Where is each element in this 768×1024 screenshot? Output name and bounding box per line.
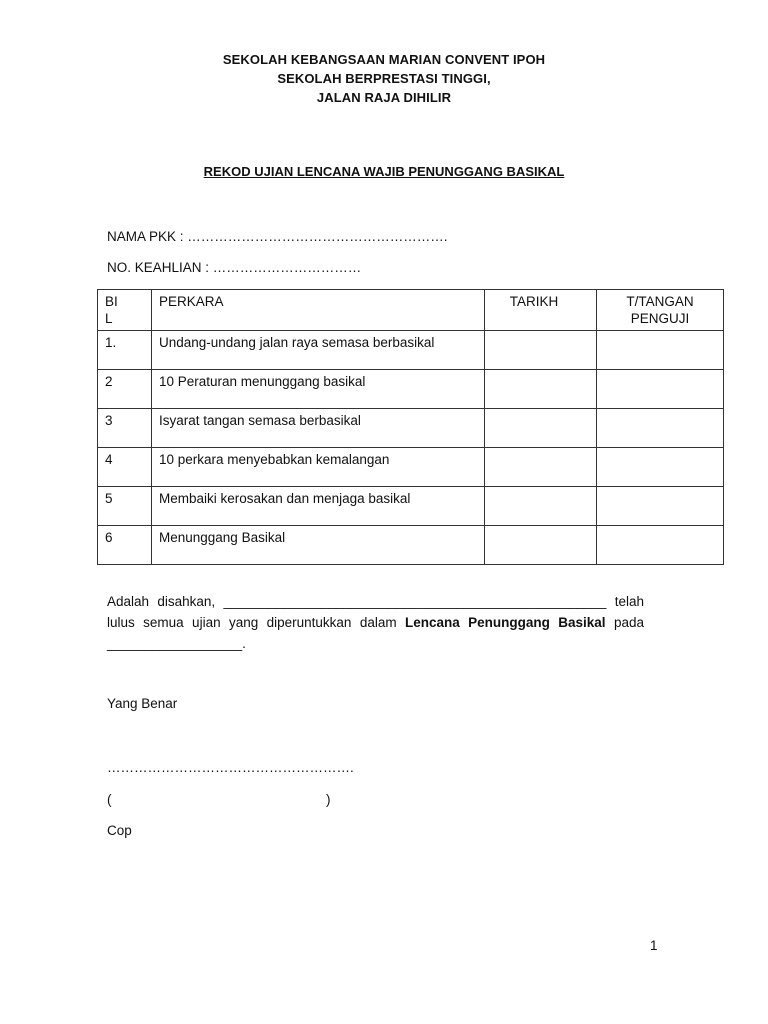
table-row [98,487,724,526]
cell-perkara: 10 Peraturan menunggang basikal [152,370,485,409]
header-tandatangan-penguji: T/TANGAN PENGUJI [597,290,724,331]
table-row [98,331,724,370]
certification-text-2: pada __________________. [107,615,644,651]
table-row [98,526,724,565]
header-tarikh: TARIKH [485,290,597,331]
table-row [98,448,724,487]
cell-tandatangan [597,448,724,487]
badge-name: Lencana Penunggang Basikal [404,615,606,630]
cell-bil: 1. [98,331,152,370]
signature-line: ………………………………………………. [107,760,354,775]
cell-tandatangan [597,487,724,526]
school-name: SEKOLAH KEBANGSAAN MARIAN CONVENT IPOH [222,52,546,67]
page-number: 1 [650,938,658,953]
cell-bil: 5 [98,487,152,526]
cell-bil: 3 [98,409,152,448]
cell-bil: 6 [98,526,152,565]
name-paren-open: ( [107,792,112,807]
cell-tarikh [485,448,597,487]
nama-pkk-field: NAMA PKK : …………………………………………………. [107,229,448,244]
table-row [98,370,724,409]
cell-tandatangan [597,526,724,565]
yang-benar-label: Yang Benar [107,696,178,711]
name-paren-close: ) [326,792,331,807]
header-perkara: PERKARA [152,290,485,331]
test-record-table [97,289,724,565]
school-address: JALAN RAJA DIHILIR [316,90,452,105]
cell-perkara: 10 perkara menyebabkan kemalangan [152,448,485,487]
header-bil: BI L [98,290,152,331]
cell-bil: 4 [98,448,152,487]
cell-perkara: Undang-undang jalan raya semasa berbasikal [152,331,485,370]
cell-tarikh [485,526,597,565]
cell-tarikh [485,370,597,409]
cell-tandatangan [597,370,724,409]
certification-statement [107,591,644,654]
no-keahlian-field: NO. KEAHLIAN : …………………………… [107,260,362,275]
document-title: REKOD UJIAN LENCANA WAJIB PENUNGGANG BASIKAL [203,164,565,179]
cell-tarikh [485,409,597,448]
table-header-row [98,290,724,331]
cell-tandatangan [597,409,724,448]
cell-perkara: Menunggang Basikal [152,526,485,565]
school-header [0,50,768,107]
cell-perkara: Isyarat tangan semasa berbasikal [152,409,485,448]
school-status: SEKOLAH BERPRESTASI TINGGI, [277,71,491,86]
cell-tarikh [485,487,597,526]
cop-label: Cop [107,823,132,838]
cell-tarikh [485,331,597,370]
certification-text-1: Adalah disahkan, ___________________________________________________ telah lulus semua ujian yang diperuntukkan dalam [107,594,644,630]
cell-perkara: Membaiki kerosakan dan menjaga basikal [152,487,485,526]
cell-tandatangan [597,331,724,370]
table-row [98,409,724,448]
cell-bil: 2 [98,370,152,409]
